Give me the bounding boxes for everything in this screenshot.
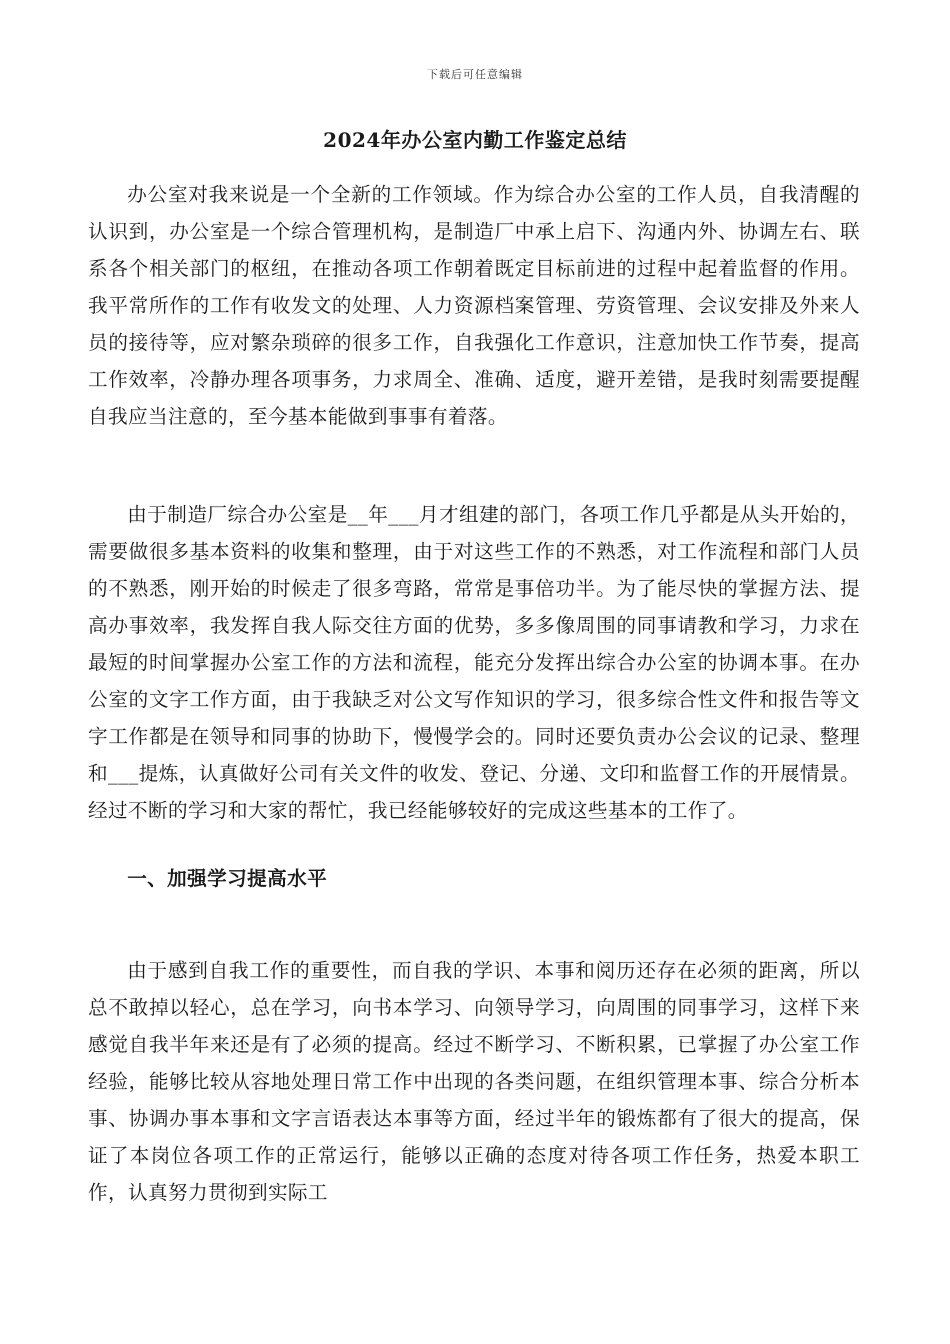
paragraph-1: 办公室对我来说是一个全新的工作领域。作为综合办公室的工作人员，自我清醒的认识到，办公室是一个综合管理机构，是制造厂中承上启下、沟通内外、协调左右、联系各个相关部门的枢纽，在推动各项工作朝着既定目标前进的过程中起着监督的作用。我平常所作的工作有收发文的处理、人力资源档案管理、劳资管理、会议安排及外来人员的接待等，应对繁杂琐碎的很多工作，自我强化工作意识，注意加快工作节奏，提高工作效率，冷静办理各项事务，力求周全、准确、适度，避开差错，是我时刻需要提醒自我应当注意的，至今基本能做到事事有着落。 <box>88 183 860 428</box>
paragraph-2-block <box>88 496 860 829</box>
download-edit-note: 下载后可任意编辑 <box>427 68 523 81</box>
paragraph-2: 由于制造厂综合办公室是__年___月才组建的部门，各项工作几乎都是从头开始的，需要做很多基本资料的收集和整理，由于对这些工作的不熟悉，对工作流程和部门人员的不熟悉，刚开始的时候走了很多弯路，常常是事倍功半。为了能尽快的掌握方法、提高办事效率，我发挥自我人际交往方面的优势，多多像周围的同事请教和学习，力求在最短的时间掌握办公室工作的方法和流程，能充分发挥出综合办公室的协调本事。在办公室的文字工作方面，由于我缺乏对公文写作知识的学习，很多综合性文件和报告等文字工作都是在领导和同事的协助下，慢慢学会的。同时还要负责办公会议的记录、整理和___提炼，认真做好公司有关文件的收发、登记、分递、文印和监督工作的开展情景。经过不断的学习和大家的帮忙，我已经能够较好的完成这些基本的工作了。 <box>88 503 860 822</box>
paragraph-1-block <box>88 176 860 435</box>
section-heading-block <box>88 860 860 897</box>
document-title: 2024年办公室内勤工作鉴定总结 <box>323 128 627 152</box>
paragraph-3: 由于感到自我工作的重要性，而自我的学识、本事和阅历还存在必须的距离，所以总不敢掉以轻心，总在学习，向书本学习、向领导学习，向周围的同事学习，这样下来感觉自我半年来还是有了必须的提高。经过不断学习、不断积累，已掌握了办公室工作经验，能够比较从容地处理日常工作中出现的各类问题，在组织管理本事、综合分析本事、协调办事本事和文字言语表达本事等方面，经过半年的锻炼都有了很大的提高，保证了本岗位各项工作的正常运行，能够以正确的态度对待各项工作任务，热爱本职工作，认真努力贯彻到实际工 <box>88 959 860 1204</box>
section-heading: 一、加强学习提高水平 <box>127 867 328 890</box>
paragraph-3-block <box>88 952 860 1211</box>
